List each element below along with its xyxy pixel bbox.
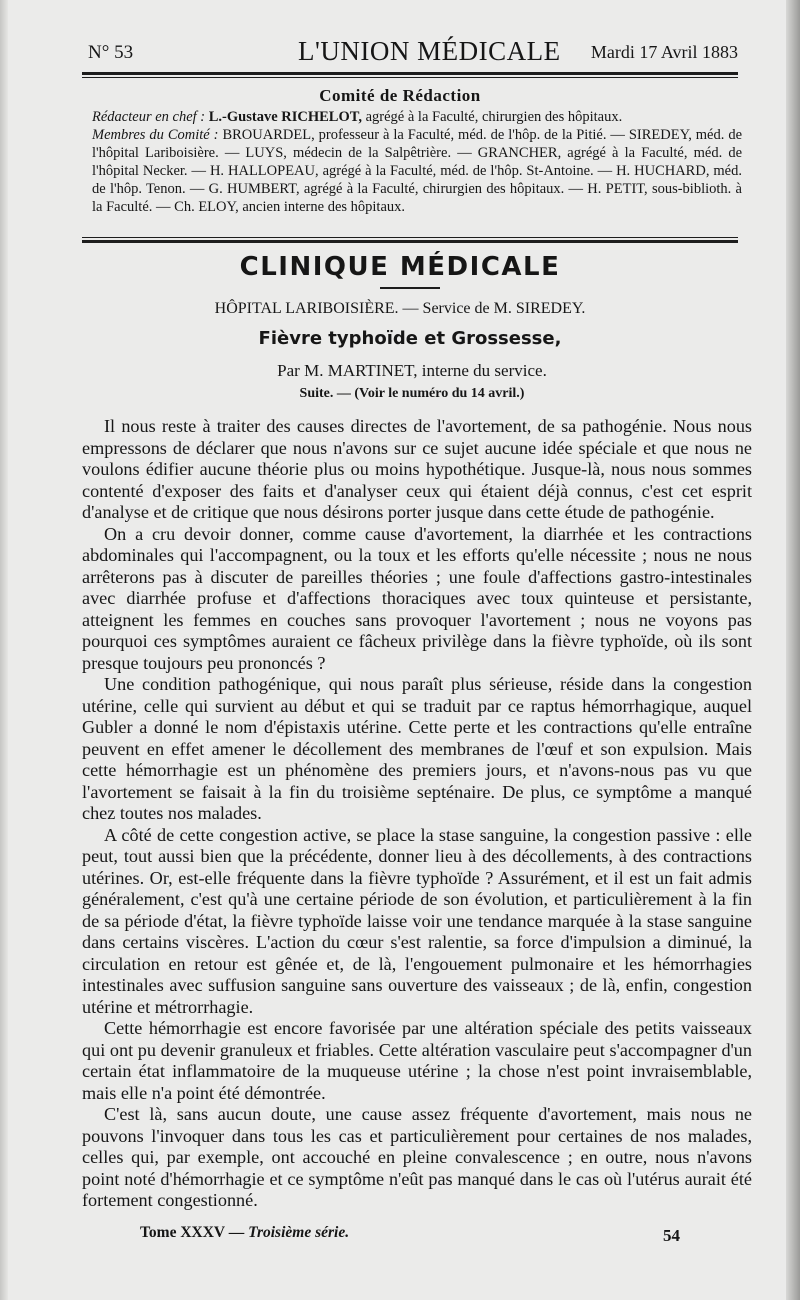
section-title-rule: [380, 287, 440, 289]
article-body: [82, 416, 752, 1212]
header-rule-thin: [82, 77, 738, 78]
page-right-edge: [786, 0, 800, 1300]
editor-name: L.-Gustave RICHELOT,: [208, 109, 362, 125]
body-paragraph: Il nous reste à traiter des causes directes de l'avortement, de sa pathogénie. Nous nous empressons de déclarer que nous n'avons sur ce sujet aucune idée spéciale et que nous ne voulons édifier aucune théorie plus ou moins hypothétique. Jusque-là, nous nous sommes contenté d'exposer des faits et d'analyser ceux qui étaient déjà connus, c'est cet esprit d'analyse et de critique que nous désirons porter jusque dans cette étude de pathogénie.: [82, 416, 752, 522]
header-rule: [82, 72, 738, 75]
body-paragraph: Cette hémorrhagie est encore favorisée par une altération spéciale des petits vaisseaux qui ont pu devenir granuleux et friables. Cette altération vasculaire peut s'accompagner d'un certain état inflammatoire de la muqueuse utérine ; la chose n'est point invraisemblable, mais elle n'a point été démontrée.: [82, 1018, 752, 1103]
members-text: BROUARDEL, professeur à la Faculté, méd. de l'hôp. de la Pitié. — SIREDEY, méd. de l'hôpital Lariboisière. — LUYS, médecin de la Salpêtrière. — GRANCHER, agrégé à la Faculté, méd. de l'hôpital Necker. — H. HALLOPEAU, agrégé à la Faculté, méd. de l'hôp. St-Antoine. — H. HUCHARD, méd. de l'hôp. Tenon. — G. HUMBERT, agrégé à la Faculté, chirurgien des hôpitaux. — H. PETIT, sous-biblioth. à la Faculté. — Ch. ELOY, ancien interne des hôpitaux.: [92, 127, 743, 215]
issue-date: Mardi 17 Avril 1883: [590, 42, 738, 62]
editor-desc: agrégé à la Faculté, chirurgien des hôpitaux.: [365, 109, 623, 125]
hospital-line: HÔPITAL LARIBOISIÈRE. — Service de M. SIREDEY.: [214, 300, 586, 317]
body-paragraph: C'est là, sans aucun doute, une cause assez fréquente d'avortement, mais nous ne pouvons l'invoquer dans tous les cas et particulièrement pour certaines de nos malades, celles qui, par exemple, ont accouché en pleine convalescence ; en outre, nous n'avons point noté d'hémorrhagie et ce symptôme n'eût pas manqué dans le cas où l'utérus aurait été fortement congestionné.: [82, 1104, 752, 1210]
journal-name: L'UNION MÉDICALE: [298, 36, 561, 66]
continuation-note: Suite. — (Voir le numéro du 14 avril.): [299, 386, 525, 401]
page-left-edge: [0, 0, 8, 1300]
members-line: [92, 126, 742, 216]
series-label: Troisième série.: [248, 1224, 350, 1241]
page-footer: [140, 1224, 680, 1246]
section-title: CLINIQUE MÉDICALE: [239, 252, 561, 282]
tome-label: Tome XXXV —: [140, 1224, 245, 1241]
author-line: Par M. MARTINET, interne du service.: [277, 361, 547, 380]
page-number: 54: [663, 1226, 680, 1245]
committee-rule: [82, 240, 738, 243]
tome-line: [140, 1224, 349, 1242]
committee-title: Comité de Rédaction: [319, 86, 481, 105]
article-title: Fièvre typhoïde et Grossesse,: [258, 328, 562, 349]
issue-number: N° 53: [88, 42, 134, 63]
editor-line: [92, 108, 742, 126]
body-paragraph: On a cru devoir donner, comme cause d'avortement, la diarrhée et les contractions abdominales qui l'accompagnent, ou la toux et les efforts qu'elle nécessite ; nous ne nous arrêterons pas à discuter de pareilles théories ; une foule d'affections gastro-intestinales avec diarrhée profuse et d'affections thoraciques avec toux quinteuse et persistante, atteignent les femmes en couches sans provoquer l'avortement ; nous ne voyons pas pourquoi ces symptômes auraient ce fâcheux privilège dans la fièvre typhoïde, où ils sont presque toujours peu prononcés ?: [82, 523, 752, 673]
editor-label: Rédacteur en chef :: [92, 109, 206, 125]
page-header: [88, 34, 738, 68]
body-paragraph: A côté de cette congestion active, se place la stase sanguine, la congestion passive : elle peut, tout aussi bien que la précédente, donner lieu à des décollements, à des contractions utérines. Or, est-elle fréquente dans la fièvre typhoïde ? Assurément, et il est un fait admis généralement, c'est qu'à une certaine période de son évolution, et particulièrement à la fin de sa période d'état, la fièvre typhoïde laisse voir une tendance marquée à la stase sanguine dans certains viscères. L'action du cœur s'est ralentie, sa force d'impulsion a diminué, la circulation en retour est gênée et, de là, l'engouement pulmonaire et les hémorrhagies intestinales avec suffusion sanguine sans ouverture des vaisseaux ; de là, enfin, congestion utérine et métrorrhagie.: [82, 824, 752, 1017]
committee-rule-thin: [82, 237, 738, 238]
committee-block: [92, 108, 742, 216]
members-label: Membres du Comité :: [92, 127, 219, 143]
body-paragraph: Une condition pathogénique, qui nous paraît plus sérieuse, réside dans la congestion utérine, celle qui survient au début et qui se traduit par ce raptus hémorrhagique, auquel Gubler a donné le nom d'épistaxis utérine. Cette perte et les contractions qu'elle entraîne peuvent en effet amener le décollement des membranes de l'œuf et son expulsion. Mais cette hémorrhagie est un phénomène des premiers jours, et n'avons-nous pas vu que l'avortement se faisait à la fin du troisième septénaire. De plus, ce symptôme a manqué chez toutes nos malades.: [82, 674, 752, 823]
